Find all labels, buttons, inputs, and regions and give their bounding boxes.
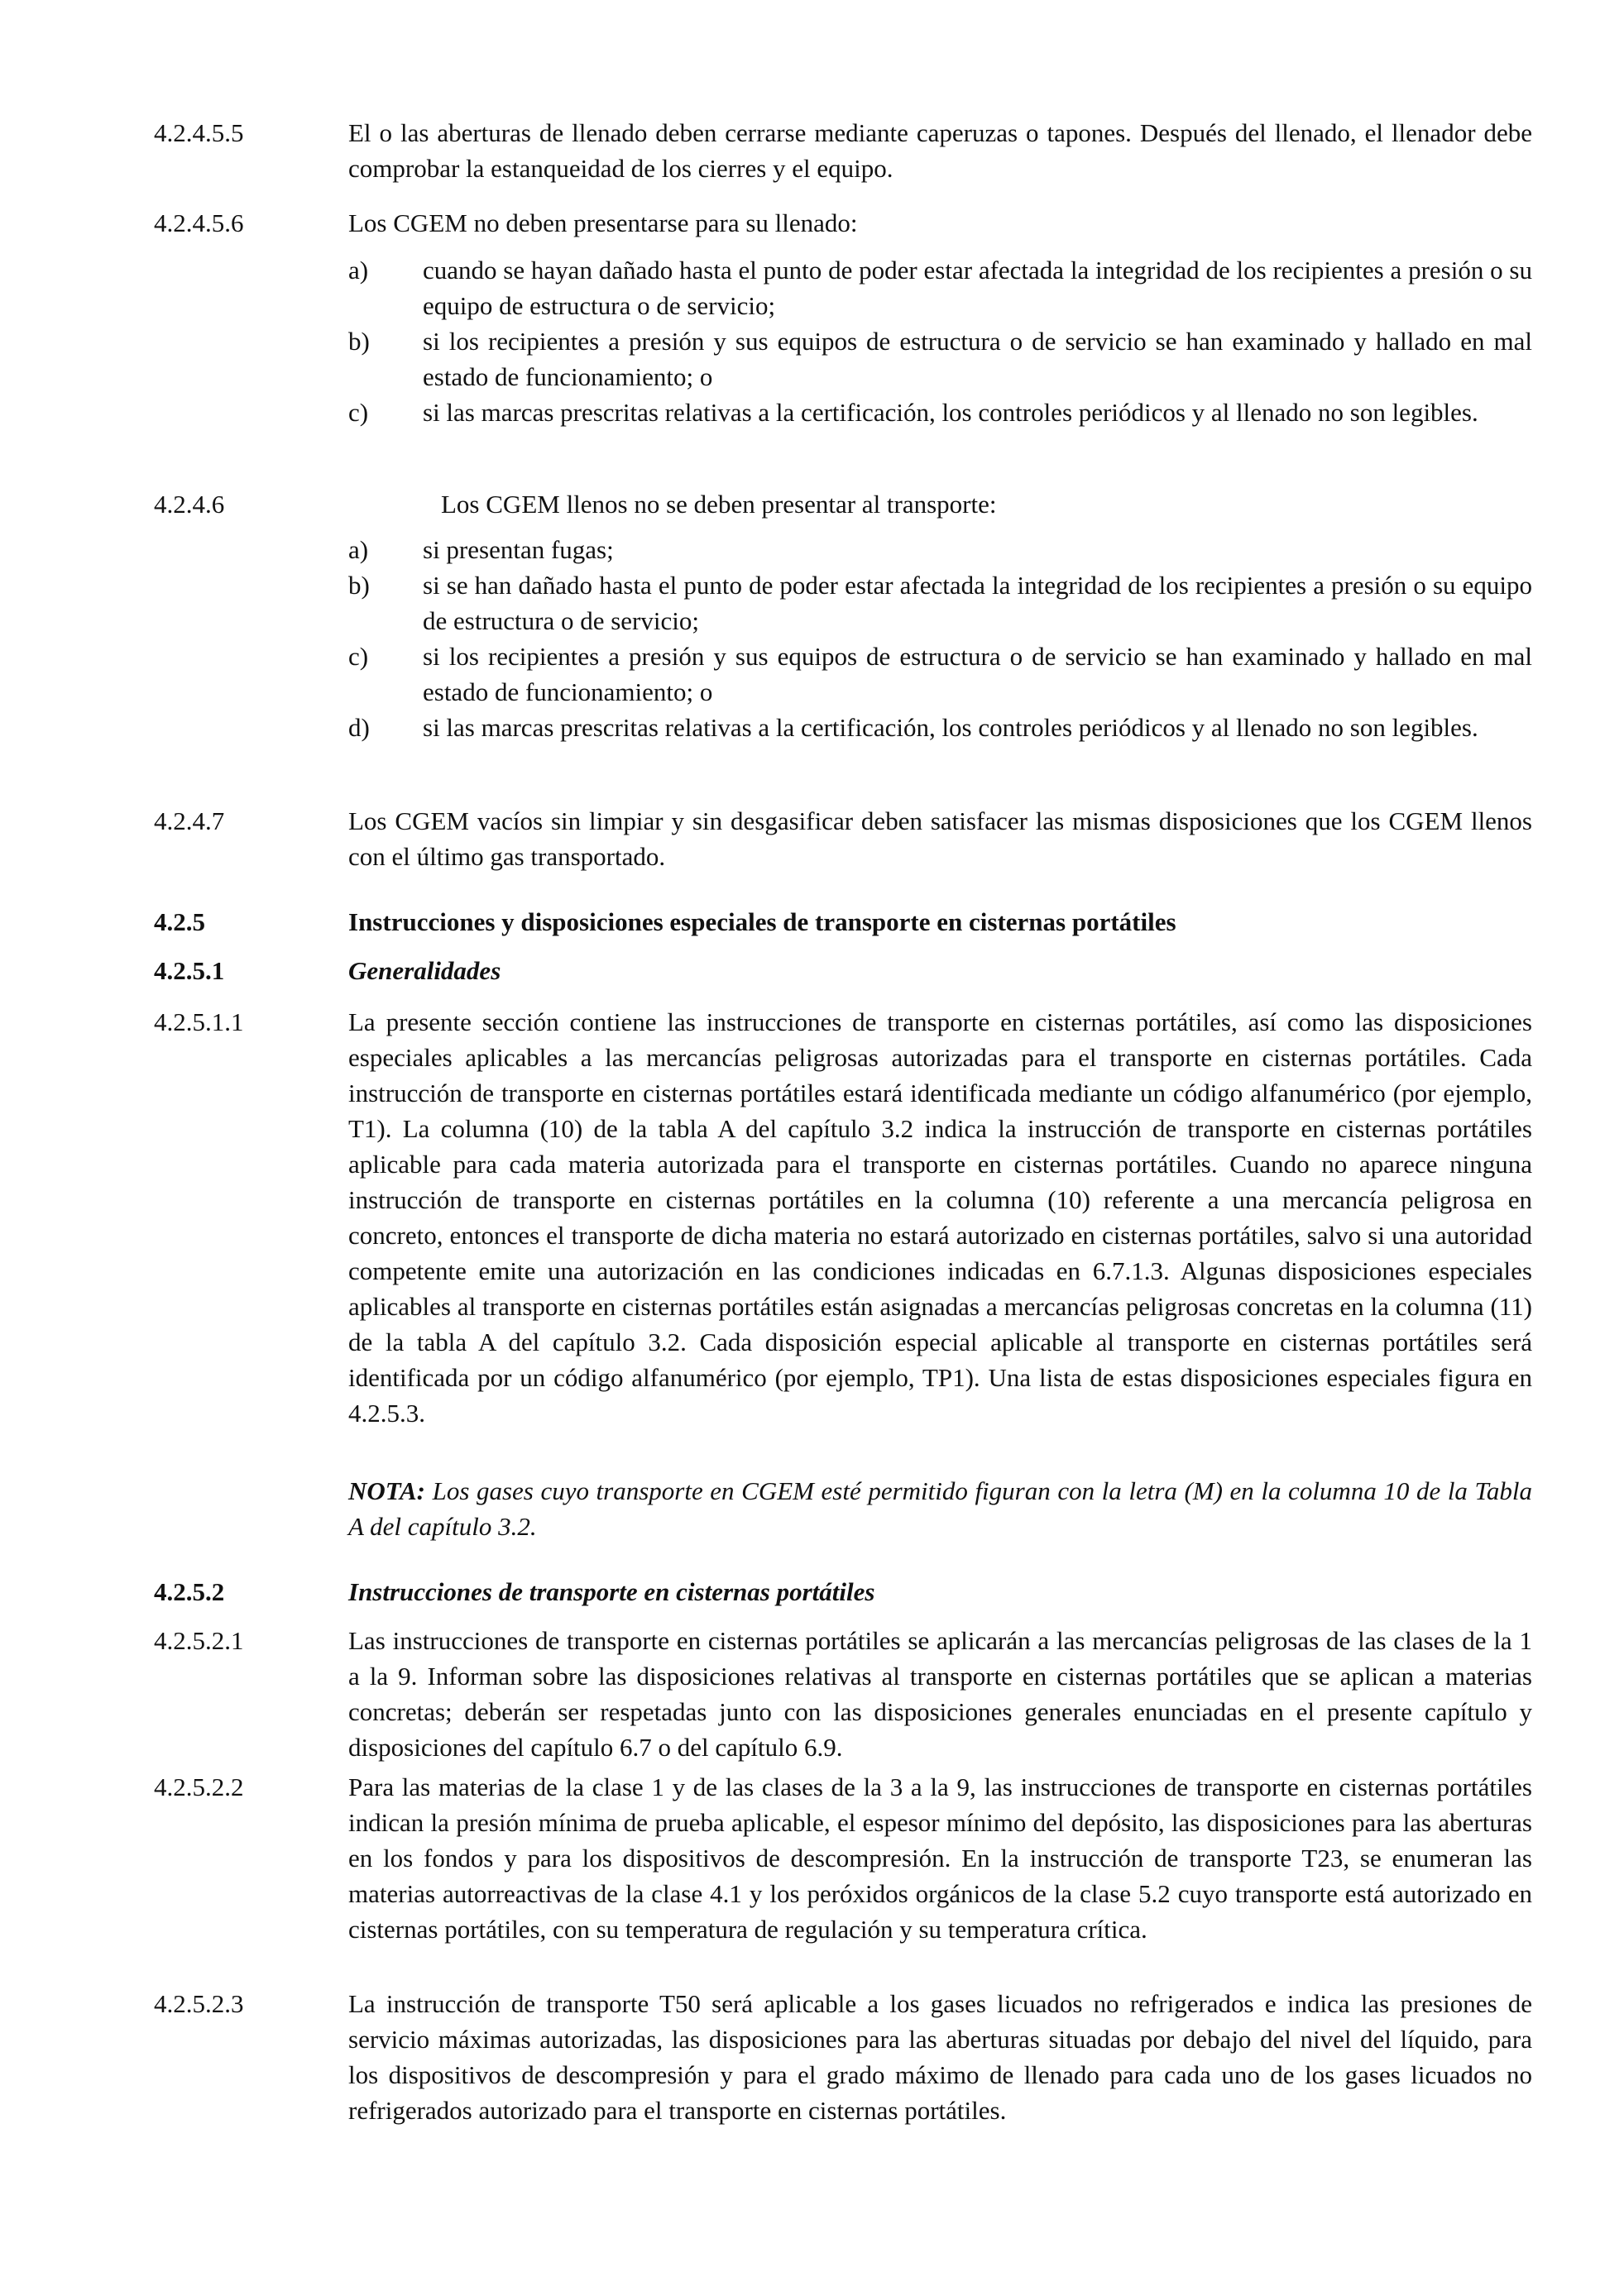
- list-item: [348, 567, 1532, 639]
- section-number: 4.2.5.2.1: [154, 1626, 244, 1655]
- section-text: La instrucción de transporte T50 será aplicable a los gases licuados no refrigerados e indica las presiones de servicio máximas autorizadas, las disposiciones para las aberturas situadas por debajo del nivel del líquido, para los dispositivos de descompresión y para el grado máximo de llenado para cada uno de los gases licuados no refrigerados autorizado para el transporte en cisternas portátiles.: [348, 1989, 1532, 2125]
- list-item-text: si los recipientes a presión y sus equipos de estructura o de servicio se han examinado y hallado en mal estado de funcionamiento; o: [423, 327, 1532, 391]
- heading-4-2-5-2: [154, 1574, 1532, 1610]
- list-item-text: si las marcas prescritas relativas a la certificación, los controles periódicos y al llenado no son legibles.: [423, 713, 1478, 742]
- list-item: [348, 323, 1532, 395]
- list-item-text: si presentan fugas;: [423, 535, 614, 564]
- heading-number: 4.2.5.1: [154, 956, 225, 985]
- list-4-2-4-5-6: [348, 252, 1532, 430]
- section-text: Los CGEM llenos no se deben presentar al transporte:: [441, 490, 997, 519]
- section-number: 4.2.5.1.1: [154, 1007, 244, 1036]
- section-number: 4.2.4.5.5: [154, 118, 244, 147]
- list-4-2-4-6: [348, 532, 1532, 745]
- heading-4-2-5-1: [154, 953, 1532, 988]
- list-item-text: cuando se hayan dañado hasta el punto de poder estar afectada la integridad de los recipientes a presión o su equipo de estructura o de servicio;: [423, 256, 1532, 320]
- section-4-2-4-5-5: [154, 115, 1532, 186]
- section-4-2-4-6: [154, 486, 1532, 522]
- section-number: 4.2.4.7: [154, 806, 225, 835]
- list-item: [348, 710, 1532, 745]
- heading-text: Generalidades: [348, 956, 501, 985]
- heading-4-2-5: [154, 904, 1532, 940]
- section-text: Las instrucciones de transporte en cisternas portátiles se aplicarán a las mercancías peligrosas de las clases de la 1 a la 9. Informan sobre las disposiciones relativas al transporte en cisternas portátiles que se aplican a materias concretas; deberán ser respetadas junto con las disposiciones generales enunciadas en el presente capítulo y disposiciones del capítulo 6.7 o del capítulo 6.9.: [348, 1626, 1532, 1762]
- list-item: [348, 395, 1532, 430]
- list-item-label: c): [348, 642, 369, 671]
- section-4-2-5-1-1: [154, 1004, 1532, 1431]
- section-number: 4.2.4.5.6: [154, 208, 244, 237]
- section-4-2-5-2-2: [154, 1769, 1532, 1947]
- note-body: Los gases cuyo transporte en CGEM esté permitido figuran con la letra (M) en la columna 10 de la Tabla A del capítulo 3.2.: [348, 1476, 1533, 1541]
- list-item-label: b): [348, 327, 370, 356]
- section-text: Los CGEM vacíos sin limpiar y sin desgasificar deben satisfacer las mismas disposiciones que los CGEM llenos con el último gas transportado.: [348, 806, 1532, 871]
- section-number: 4.2.5.2.2: [154, 1772, 244, 1801]
- section-4-2-4-7: [154, 803, 1532, 874]
- heading-text: Instrucciones y disposiciones especiales de transporte en cisternas portátiles: [348, 907, 1176, 936]
- note-label: NOTA:: [348, 1476, 425, 1505]
- heading-number: 4.2.5.2: [154, 1577, 225, 1606]
- section-number: 4.2.4.6: [154, 490, 225, 519]
- list-item-text: si las marcas prescritas relativas a la certificación, los controles periódicos y al llenado no son legibles.: [423, 398, 1478, 427]
- section-text: Para las materias de la clase 1 y de las clases de la 3 a la 9, las instrucciones de transporte en cisternas portátiles indican la presión mínima de prueba aplicable, el espesor mínimo del depósito, las disposiciones para las aberturas en los fondos y para los dispositivos de descompresión. En la instrucción de transporte T23, se enumeran las materias autorreactivas de la clase 4.1 y los peróxidos orgánicos de la clase 5.2 cuyo transporte está autorizado en cisternas portátiles, con su temperatura de regulación y su temperatura crítica.: [348, 1772, 1532, 1944]
- list-item-label: d): [348, 713, 370, 742]
- section-4-2-5-2-1: [154, 1623, 1532, 1765]
- list-item-label: b): [348, 571, 370, 600]
- note: [348, 1473, 1532, 1544]
- note-text: [348, 1473, 1532, 1544]
- list-item-label: a): [348, 256, 369, 285]
- list-item: [348, 532, 1532, 567]
- list-item: [348, 252, 1532, 323]
- section-text: El o las aberturas de llenado deben cerrarse mediante caperuzas o tapones. Después del llenado, el llenador debe comprobar la estanqueidad de los cierres y el equipo.: [348, 118, 1532, 183]
- list-item-text: si los recipientes a presión y sus equipos de estructura o de servicio se han examinado y hallado en mal estado de funcionamiento; o: [423, 642, 1532, 706]
- list-item-label: c): [348, 398, 369, 427]
- heading-text: Instrucciones de transporte en cisternas portátiles: [348, 1577, 875, 1606]
- list-item: [348, 639, 1532, 710]
- list-item-text: si se han dañado hasta el punto de poder estar afectada la integridad de los recipientes a presión o su equipo de estructura o de servicio;: [423, 571, 1532, 635]
- section-number: 4.2.5.2.3: [154, 1989, 244, 2018]
- heading-number: 4.2.5: [154, 907, 205, 936]
- section-text: Los CGEM no deben presentarse para su llenado:: [348, 208, 858, 237]
- list-item-label: a): [348, 535, 369, 564]
- section-text: La presente sección contiene las instrucciones de transporte en cisternas portátiles, así como las disposiciones especiales aplicables a las mercancías peligrosas autorizadas para el transporte en cisternas portátiles. Cada instrucción de transporte en cisternas portátiles estará identificada mediante un código alfanumérico (por ejemplo, T1). La columna (10) de la tabla A del capítulo 3.2 indica la instrucción de transporte en cisternas portátiles aplicable para cada materia autorizada para el transporte en cisternas portátiles. Cuando no aparece ninguna instrucción de transporte en cisternas portátiles en la columna (10) referente a una mercancía peligrosa en concreto, entonces el transporte de dicha materia no estará autorizado en cisternas portátiles, salvo si una autoridad competente emite una autorización en las condiciones indicadas en 6.7.1.3. Algunas disposiciones especiales aplicables al transporte en cisternas portátiles están asignadas a mercancías peligrosas concretas en la columna (11) de la tabla A del capítulo 3.2. Cada disposición especial aplicable al transporte en cisternas portátiles será identificada por un código alfanumérico (por ejemplo, TP1). Una lista de estas disposiciones especiales figura en 4.2.5.3.: [348, 1007, 1532, 1428]
- section-4-2-4-5-6: [154, 205, 1532, 241]
- section-4-2-5-2-3: [154, 1986, 1532, 2128]
